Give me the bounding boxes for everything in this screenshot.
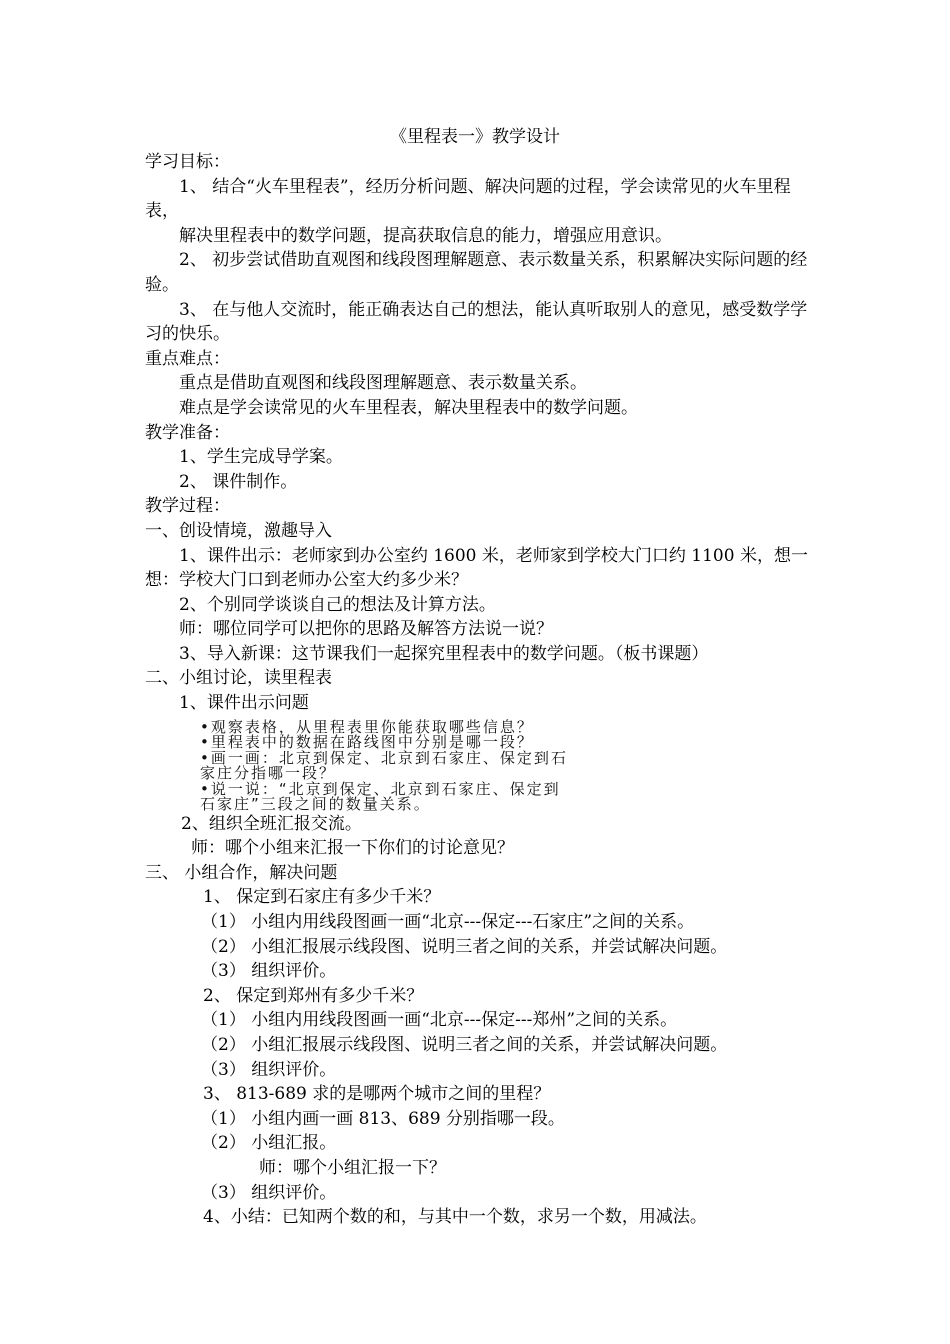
section-1-item-3: 3、导入新课：这节课我们一起探究里程表中的数学问题。（板书课题）	[179, 643, 709, 664]
preparation-2: 2、 课件制作。	[179, 471, 298, 492]
key-point-1: 重点是借助直观图和线段图理解题意、表示数量关系。	[179, 373, 587, 394]
objective-2: 2、 初步尝试借助直观图和线段图理解题意、表示数量关系，积累解决实际问题的经验。	[145, 250, 808, 295]
preparation-1: 1、学生完成导学案。	[179, 447, 343, 468]
question-draw: •画一画：北京到保定、北京到石家庄、保定到石	[200, 748, 568, 767]
section-2-item-1: 1、课件出示问题	[179, 693, 309, 714]
question-say-continued: 石家庄”三段之间的数量关系。	[200, 795, 431, 814]
document-title: 《里程表一》教学设计	[390, 127, 560, 147]
section-1-heading: 一、创设情境，激趣导入	[145, 520, 332, 541]
section-2-item-2: 2、组织全班汇报交流。	[181, 813, 362, 834]
question-3-step-3: （3） 组织评价。	[201, 1182, 337, 1203]
summary: 4、小结：已知两个数的和，与其中一个数，求另一个数，用减法。	[203, 1207, 707, 1228]
question-1-step-1: （1） 小组内用线段图画一画“北京---保定---石家庄”之间的关系。	[201, 912, 695, 933]
key-point-2: 难点是学会读常见的火车里程表，解决里程表中的数学问题。	[179, 397, 638, 418]
section-2-heading: 二、小组讨论，读里程表	[145, 668, 332, 689]
question-say: •说一说：“北京到保定、北京到石家庄、保定到	[200, 779, 561, 798]
courseware-question-image	[200, 716, 760, 812]
section-1-teacher: 师：哪位同学可以把你的思路及解答方法说一说？	[179, 619, 553, 640]
objective-1-continued: 解决里程表中的数学问题，提高获取信息的能力，增强应用意识。	[179, 225, 672, 246]
document-body	[145, 150, 809, 1230]
key-points-heading: 重点难点：	[145, 348, 230, 369]
process-heading: 教学过程：	[145, 496, 230, 517]
question-3-step-1: （1） 小组内画一画 813、689 分别指哪一段。	[201, 1108, 565, 1129]
question-route-segment: •里程表中的数据在路线图中分别是哪一段？	[200, 733, 534, 752]
question-1-step-2: （2） 小组汇报展示线段图、说明三者之间的关系，并尝试解决问题。	[201, 936, 728, 957]
preparation-heading: 教学准备：	[145, 422, 230, 443]
objectives-heading: 学习目标：	[145, 152, 230, 172]
section-3-heading: 三、 小组合作，解决问题	[145, 862, 338, 883]
question-2-step-3: （3） 组织评价。	[201, 1059, 337, 1080]
question-2: 2、 保定到郑州有多少千米？	[203, 985, 424, 1006]
question-3: 3、 813-689 求的是哪两个城市之间的里程？	[203, 1084, 551, 1105]
question-1: 1、 保定到石家庄有多少千米？	[203, 887, 441, 908]
question-draw-continued: 家庄分指哪一段？	[200, 764, 337, 783]
question-3-step-2: （2） 小组汇报。	[201, 1133, 337, 1154]
question-2-step-1: （1） 小组内用线段图画一画“北京---保定---郑州”之间的关系。	[201, 1010, 678, 1031]
question-1-step-3: （3） 组织评价。	[201, 961, 337, 982]
section-1-item-1: 1、课件出示：老师家到办公室约 1600 米，老师家到学校大门口约 1100 米，想一想：学校大门口到老师办公室大约多少米？	[145, 545, 808, 591]
question-2-step-2: （2） 小组汇报展示线段图、说明三者之间的关系，并尝试解决问题。	[201, 1035, 728, 1055]
section-1-item-2: 2、个别同学谈谈自己的想法及计算方法。	[179, 594, 496, 615]
question-3-teacher: 师：哪个小组汇报一下？	[259, 1157, 446, 1178]
objective-3: 3、 在与他人交流时，能正确表达自己的想法，能认真听取别人的意见，感受数学学习的快乐。	[145, 299, 808, 345]
section-2-teacher: 师：哪个小组来汇报一下你们的讨论意见？	[191, 838, 514, 859]
objective-1: 1、 结合“火车里程表”，经历分析问题、解决问题的过程，学会读常见的火车里程表，	[145, 176, 791, 222]
question-observe-table: •观察表格，从里程表里你能获取哪些信息？	[200, 717, 534, 736]
